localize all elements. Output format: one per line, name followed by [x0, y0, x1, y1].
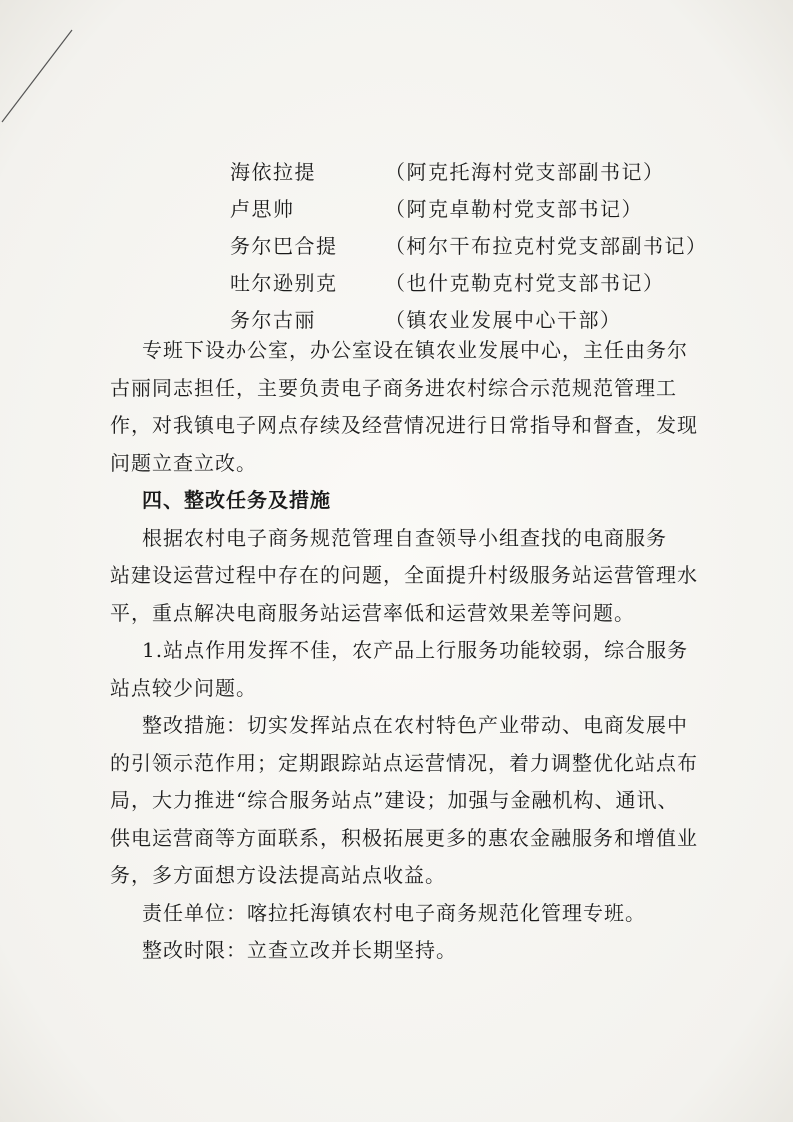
paragraph-line: 问题立查立改。 — [110, 450, 257, 475]
paragraph-line: 站建设运营过程中存在的问题，全面提升村级服务站运营管理水 — [110, 563, 698, 587]
member-role: （镇农业发展中心干部） — [385, 308, 622, 332]
member-name: 务尔古丽 — [230, 308, 316, 332]
paragraph-line: 站点较少问题。 — [110, 675, 257, 700]
measures-paragraph — [110, 707, 710, 895]
responsible-unit: 责任单位：喀拉托海镇农村电子商务规范化管理专班。 — [142, 900, 646, 925]
member-role: （阿克卓勒村党支部书记） — [385, 197, 643, 221]
issue-paragraph — [110, 632, 710, 707]
member-row — [230, 189, 708, 226]
paragraph-line: 务，多方面想方设法提高站点收益。 — [110, 863, 446, 887]
paragraph-line: 整改措施：切实发挥站点在农村特色产业带动、电商发展中 — [142, 713, 688, 737]
paragraph-line: 古丽同志担任，主要负责电子商务进农村综合示范规范管理工 — [110, 375, 677, 400]
paragraph-line: 1.站点作用发挥不佳，农产品上行服务功能较弱，综合服务 — [142, 638, 689, 662]
paragraph-line: 根据农村电子商务规范管理自查领导小组查找的电商服务 — [142, 525, 667, 550]
paragraph-line: 平，重点解决电商服务站运营率低和运营效果差等问题。 — [110, 600, 635, 625]
paragraph-line: 供电运营商等方面联系，积极拓展更多的惠农金融服务和增值业 — [110, 825, 698, 850]
office-paragraph — [110, 332, 710, 482]
member-name: 卢思帅 — [230, 197, 295, 221]
scan-edge-mark — [0, 0, 120, 200]
member-list — [230, 152, 708, 337]
member-role: （也什克勒克村党支部书记） — [385, 271, 665, 295]
intro-paragraph — [110, 520, 710, 633]
member-role: （阿克托海村党支部副书记） — [385, 160, 665, 184]
member-name: 吐尔逊别克 — [230, 271, 338, 295]
section-heading: 四、整改任务及措施 — [142, 488, 331, 512]
member-role: （柯尔干布拉克村党支部副书记） — [385, 234, 708, 258]
member-row — [230, 263, 708, 300]
paragraph-line: 局，大力推进“综合服务站点”建设；加强与金融机构、通讯、 — [110, 788, 679, 812]
paragraph-line: 专班下设办公室，办公室设在镇农业发展中心，主任由务尔 — [142, 338, 688, 362]
member-row — [230, 226, 708, 263]
paragraph-line: 的引领示范作用；定期跟踪站点运营情况，着力调整优化站点布 — [110, 750, 698, 775]
member-name: 海依拉提 — [230, 160, 316, 184]
deadline: 整改时限：立查立改并长期坚持。 — [142, 938, 457, 962]
body-text — [110, 332, 710, 970]
paragraph-line: 作，对我镇电子网点存续及经营情况进行日常指导和督查，发现 — [110, 413, 698, 437]
member-name: 务尔巴合提 — [230, 234, 338, 258]
member-row — [230, 152, 708, 189]
